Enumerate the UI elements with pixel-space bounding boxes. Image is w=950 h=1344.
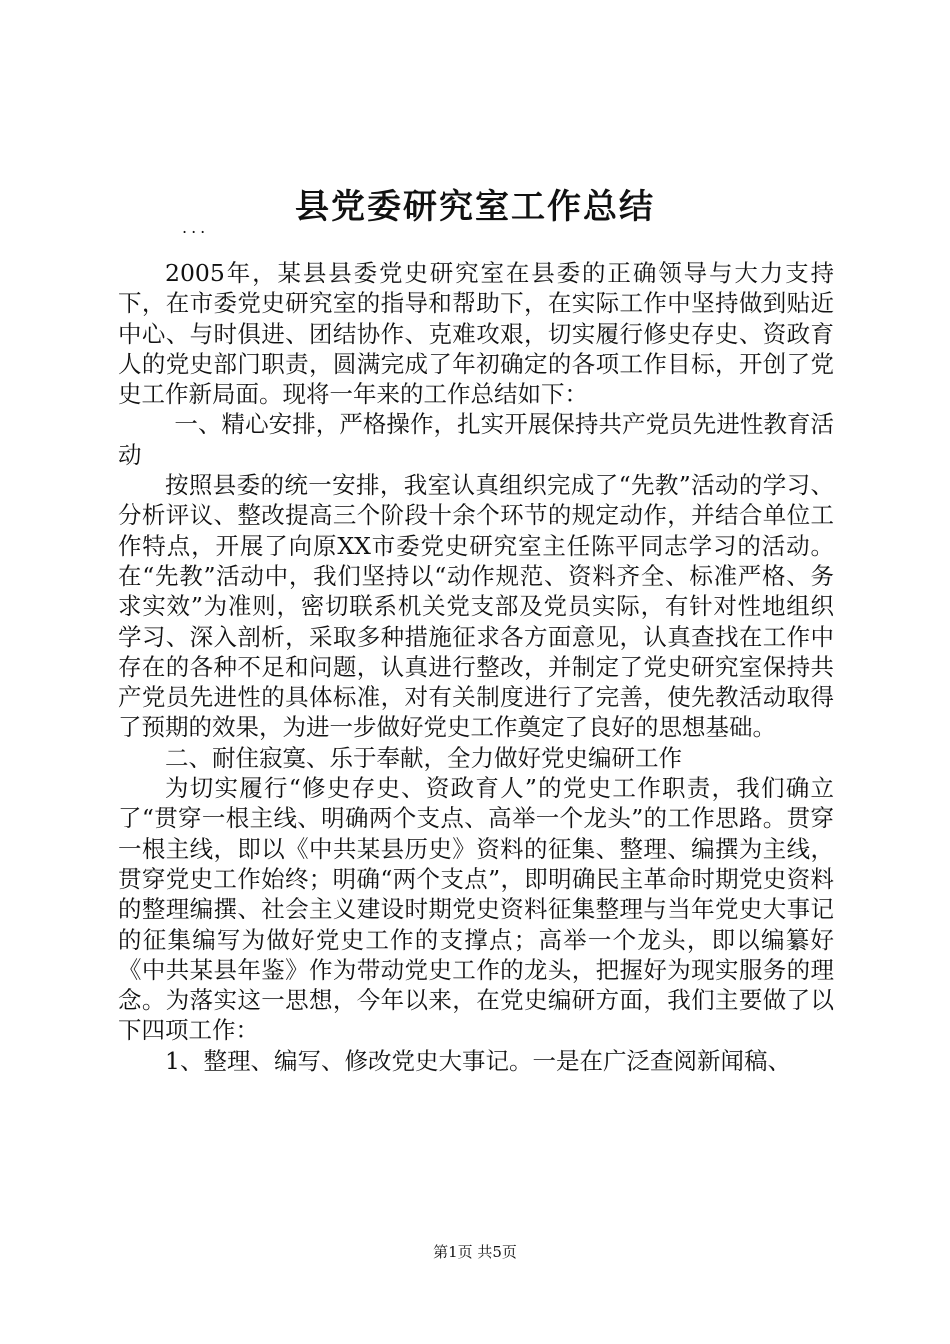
section-heading-2: 二、耐住寂寞、乐于奉献，全力做好党史编研工作 bbox=[165, 743, 682, 772]
paragraph-section-2: 为切实履行“修史存史、资政育人”的党史工作职责，我们确立了“贯穿一根主线、明确两个支点、高举一个龙头”的工作思路。贯穿一根主线，即以《中共某县历史》资料的征集、整理、编撰为主线，贯穿党史工作始终；明确“两个支点”，即明确民主革命时期党史资料的整理编撰、社会主义建设时期党史资料征集整理与当年党史大事记的征集编写为做好党史工作的支撑点；高举一个龙头，即以编纂好《中共某县年鉴》作为带动党史工作的龙头，把握好为现实服务的理念。为落实这一思想，今年以来，在党史编研方面，我们主要做了以下四项工作： bbox=[118, 774, 834, 1045]
ellipsis-marker: ... bbox=[182, 218, 210, 237]
page-footer: 第1页 共5页 bbox=[433, 1243, 517, 1261]
paragraph-intro: 2005年，某县县委党史研究室在县委的正确领导与大力支持下，在市委党史研究室的指导和帮助下，在实际工作中坚持做到贴近中心、与时俱进、团结协作、克难攻艰，切实履行修史存史、资政育人的党史部门职责，圆满完成了年初确定的各项工作目标，开创了党史工作新局面。现将一年来的工作总结如下： bbox=[118, 259, 834, 409]
section-heading-1: 一、精心安排，严格操作，扎实开展保持共产党员先进性教育活动 bbox=[118, 410, 834, 469]
document-body bbox=[118, 258, 834, 1076]
paragraph-section-1: 按照县委的统一安排，我室认真组织完成了“先教”活动的学习、分析评议、整改提高三个阶段十余个环节的规定动作，并结合单位工作特点，开展了向原XX市委党史研究室主任陈平同志学习的活动。在“先教”活动中，我们坚持以“动作规范、资料齐全、标准严格、务求实效”为准则，密切联系机关党支部及党员实际，有针对性地组织学习、深入剖析，采取多种措施征求各方面意见，认真查找在工作中存在的各种不足和问题，认真进行整改，并制定了党史研究室保持共产党员先进性的具体标准，对有关制度进行了完善，使先教活动取得了预期的效果，为进一步做好党史工作奠定了良好的思想基础。 bbox=[118, 471, 834, 742]
paragraph-item-1: 1、整理、编写、修改党史大事记。一是在广泛查阅新闻稿、 bbox=[165, 1046, 791, 1075]
document-title: 县党委研究室工作总结 bbox=[295, 187, 655, 227]
